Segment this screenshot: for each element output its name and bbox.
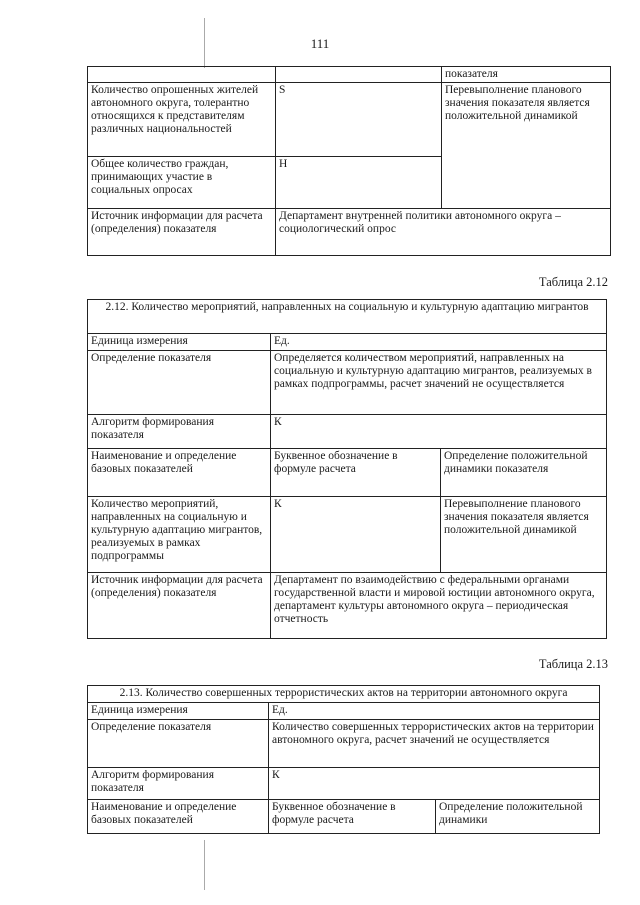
table-2-13 [87,685,600,834]
margin-line [204,18,205,68]
table-2-12 [87,299,607,639]
algorithm-label: Алгоритм формирования показателя [88,415,271,449]
algorithm-label: Алгоритм формирования показателя [88,768,269,800]
indicator-name: Общее количество граждан, принимающих участие в социальных опросах [88,157,276,209]
indicator-symbol: Н [276,157,442,209]
unit-label: Единица измерения [88,703,269,720]
algorithm-value: К [269,768,600,800]
unit-value: Ед. [269,703,600,720]
definition-value: Определяется количеством мероприятий, направленных на социальную и культурную адаптацию мигрантов, реализуемых в рамках подпрограммы, расчет значений не осуществляется [271,351,607,415]
base-header-symbol: Буквенное обозначение в формуле расчета [269,800,436,834]
table-caption: Таблица 2.13 [538,657,608,671]
indicator-name: Количество мероприятий, направленных на социальную и культурную адаптацию мигрантов, реализуемых в рамках подпрограммы [88,497,271,573]
positive-dynamics: Перевыполнение планового значения показателя является положительной динамикой [442,83,611,209]
table-caption: Таблица 2.12 [538,275,608,289]
table-continued [87,66,611,256]
table-title: 2.12. Количество мероприятий, направленных на социальную и культурную адаптацию мигрантов [88,300,607,334]
definition-label: Определение показателя [88,351,271,415]
base-header-symbol: Буквенное обозначение в формуле расчета [271,449,441,497]
base-header-dynamics: Определение положительной динамики показателя [441,449,607,497]
header-continuation: показателя [442,67,611,83]
algorithm-value: К [271,415,607,449]
source-label: Источник информации для расчета (определения) показателя [88,573,271,639]
base-header-dynamics: Определение положительной динамики [436,800,600,834]
source-value: Департамент внутренней политики автономного округа – социологический опрос [276,209,611,256]
table-title: 2.13. Количество совершенных террористических актов на территории автономного округа [88,686,600,703]
unit-label: Единица измерения [88,334,271,351]
definition-label: Определение показателя [88,720,269,768]
source-value: Департамент по взаимодействию с федеральными органами государственной власти и мировой юстиции автономного округа, департамент культуры автономного округа – периодическая отчетность [271,573,607,639]
cell [88,67,276,83]
indicator-symbol: К [271,497,441,573]
positive-dynamics: Перевыполнение планового значения показателя является положительной динамикой [441,497,607,573]
unit-value: Ед. [271,334,607,351]
cell [276,67,442,83]
definition-value: Количество совершенных террористических актов на территории автономного округа, расчет значений не осуществляется [269,720,600,768]
base-header-name: Наименование и определение базовых показателей [88,800,269,834]
source-label: Источник информации для расчета (определения) показателя [88,209,276,256]
indicator-symbol: S [276,83,442,157]
base-header-name: Наименование и определение базовых показателей [88,449,271,497]
indicator-name: Количество опрошенных жителей автономного округа, толерантно относящихся к представителям различных национальностей [88,83,276,157]
page-number: 111 [310,36,330,51]
margin-line [204,840,205,890]
